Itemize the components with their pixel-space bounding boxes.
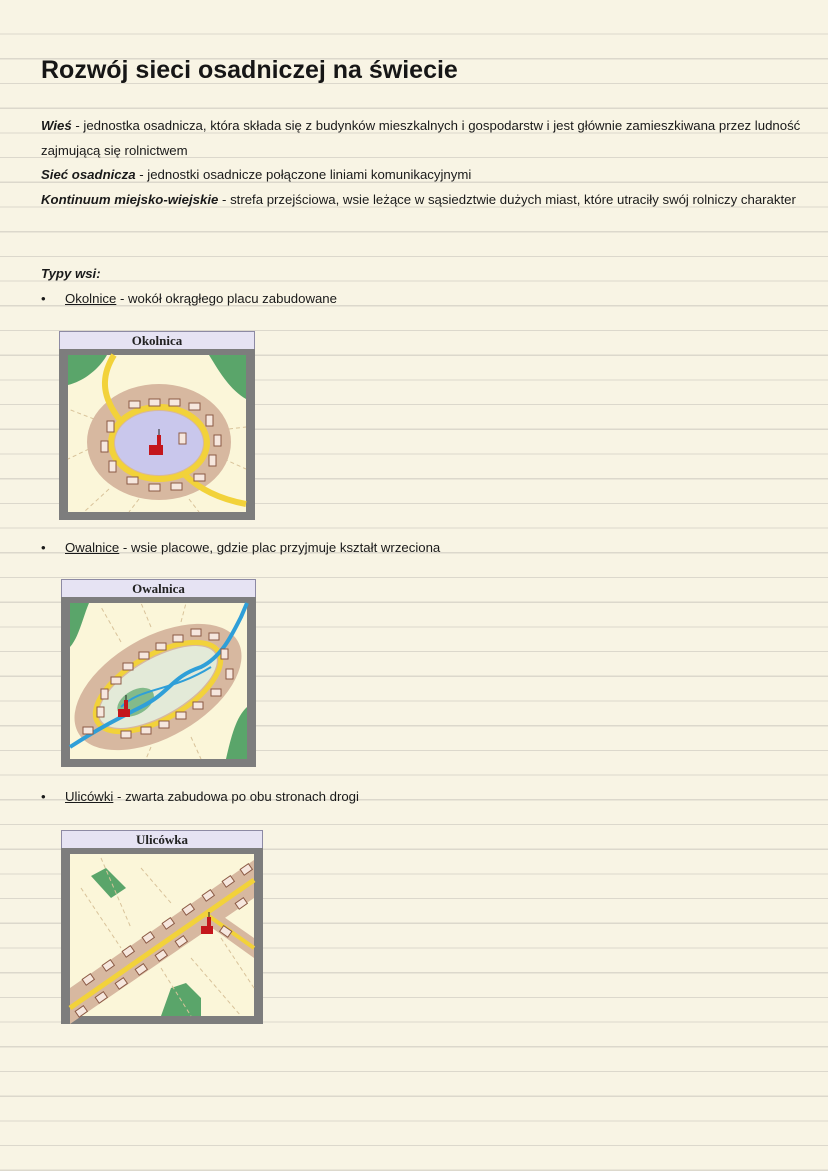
type-description: - wokół okrągłego placu zabudowane: [116, 291, 337, 306]
bullet-marker: •: [41, 540, 46, 555]
definition-term: Sieć osadnicza: [41, 167, 136, 182]
definition-text: - jednostki osadnicze połączone liniami komunikacyjnymi: [135, 167, 472, 182]
types-heading-text: Typy wsi:: [41, 266, 101, 281]
list-item-owalnice: [41, 536, 440, 561]
figure-caption: Ulicówka: [61, 830, 263, 848]
figure-caption: Owalnica: [61, 579, 256, 597]
list-item-okolnice: [41, 287, 337, 312]
figure-ulicowka: [61, 830, 263, 1024]
type-name: Ulicówki: [65, 789, 114, 804]
figure-okolnica: [59, 331, 255, 520]
bullet-marker: •: [41, 789, 46, 804]
page-title: Rozwój sieci osadniczej na świecie: [41, 56, 458, 84]
list-item-ulicowki: [41, 785, 359, 810]
type-name: Owalnice: [65, 540, 120, 555]
figure-caption: Okolnica: [59, 331, 255, 349]
definition-siec-osadnicza: [41, 163, 801, 188]
definition-kontinuum: [41, 188, 801, 213]
definition-term: Wieś: [41, 118, 72, 133]
definition-text: - jednostka osadnicza, która składa się z budynków mieszkalnych i gospodarstw i jest głównie zamieszkiwana przez ludność zajmującą się rolnictwem: [41, 118, 801, 158]
ulicowka-map: [61, 848, 263, 1024]
bullet-marker: •: [41, 291, 46, 306]
types-heading: [41, 262, 801, 287]
definition-text: - strefa przejściowa, wsie leżące w sąsiedztwie dużych miast, które utraciły swój rolniczy charakter: [218, 192, 796, 207]
definition-wies: [41, 114, 801, 163]
figure-owalnica: [61, 579, 256, 767]
type-description: - zwarta zabudowa po obu stronach drogi: [113, 789, 359, 804]
type-description: - wsie placowe, gdzie plac przyjmuje kształt wrzeciona: [119, 540, 441, 555]
definition-term: Kontinuum miejsko-wiejskie: [41, 192, 219, 207]
okolnica-map: [59, 349, 255, 520]
type-name: Okolnice: [65, 291, 117, 306]
owalnica-map: [61, 597, 256, 767]
